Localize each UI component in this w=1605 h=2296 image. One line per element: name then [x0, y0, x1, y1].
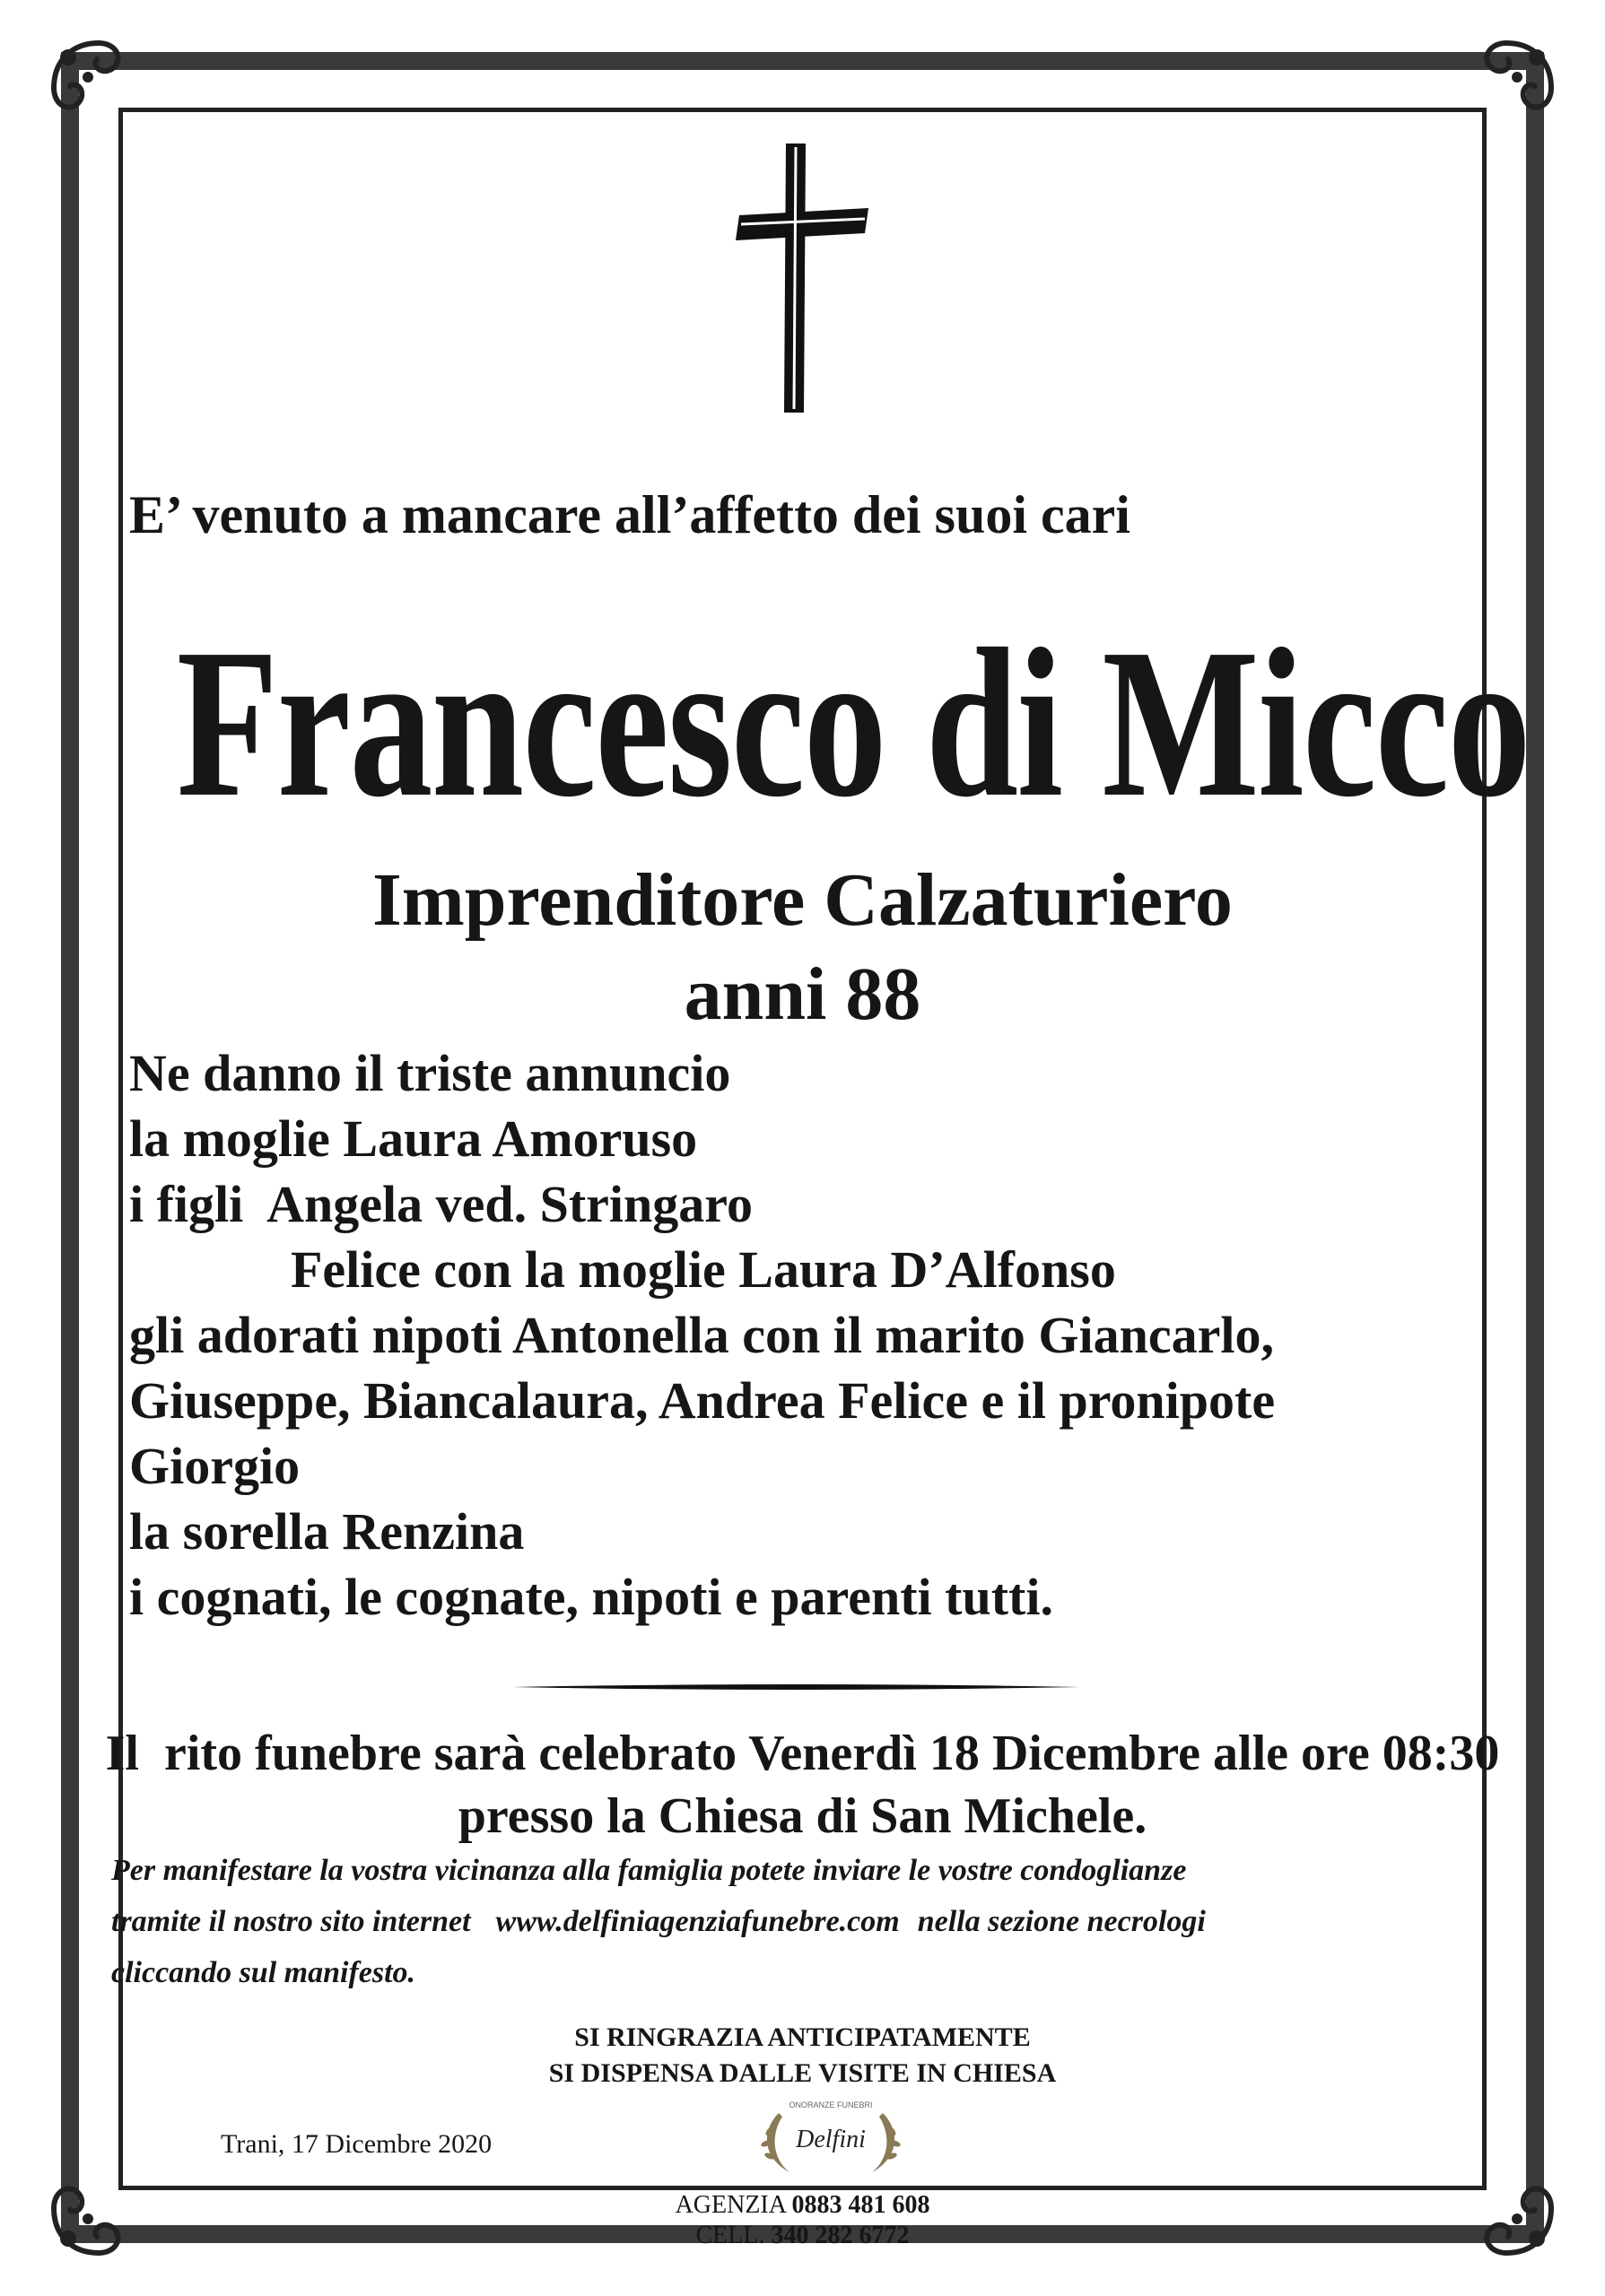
family-line: i figli Angela ved. Stringaro [129, 1175, 753, 1233]
condolences-line: cliccando sul manifesto. [111, 1956, 416, 1989]
agency-phone[interactable]: 0883 481 608 [791, 2191, 930, 2219]
website-link[interactable]: www.delfiniagenziafunebre.com [495, 1905, 900, 1938]
family-line: Felice con la moglie Laura D’Alfonso [291, 1240, 1116, 1299]
logo-top-text: ONORANZE FUNEBRI [789, 2100, 873, 2109]
agency-logo [743, 2095, 919, 2181]
thanks-line: SI DISPENSA DALLE VISITE IN CHIESA [548, 2058, 1057, 2088]
profession-text: Imprenditore Calzaturiero [372, 858, 1233, 942]
divider [513, 1683, 1080, 1692]
funeral-rite-info [0, 1722, 1605, 1848]
family-line: Giuseppe, Biancalaura, Andrea Felice e il pronipote [129, 1371, 1276, 1430]
family-line: la moglie Laura Amoruso [129, 1109, 698, 1168]
condolences-prefix: tramite il nostro sito internet [111, 1905, 471, 1938]
cross-icon [734, 144, 868, 413]
age-text: anni 88 [684, 952, 921, 1036]
condolences-line: Per manifestare la vostra vicinanza alla famiglia potete inviare le vostre condoglianze [111, 1854, 1187, 1887]
intro-text: E’ venuto a mancare all’affetto dei suoi cari [129, 485, 1130, 544]
dateline: Trani, 17 Dicembre 2020 [221, 2129, 493, 2159]
family-line: Ne danno il triste annuncio [129, 1044, 731, 1102]
agency-cell[interactable]: 340 282 6772 [771, 2222, 910, 2249]
deceased-name: Francesco di Micco [176, 605, 1530, 841]
family-line: i cognati, le cognate, nipoti e parenti tutti. [129, 1568, 1053, 1626]
thanks-notice [0, 2020, 1605, 2092]
condolences-note [111, 1845, 1206, 1998]
family-announcement [129, 1040, 1275, 1630]
family-line: la sorella Renzina [129, 1502, 525, 1561]
agency-phone-label: AGENZIA [675, 2191, 786, 2219]
condolences-suffix: nella sezione necrologi [917, 1905, 1206, 1938]
family-line: Giorgio [129, 1437, 301, 1495]
rite-line: Il rito funebre sarà celebrato Venerdì 18 Dicembre alle ore 08:30 [105, 1726, 1500, 1781]
condolences-line [111, 1896, 1206, 1947]
agency-cell-line [0, 2221, 1605, 2251]
agency-cell-label: CELL. [695, 2222, 765, 2249]
agency-phone-line [0, 2190, 1605, 2221]
rite-line: presso la Chiesa di San Michele. [458, 1788, 1147, 1844]
agency-contacts [0, 2190, 1605, 2251]
corner-ornament-icon [1463, 25, 1569, 131]
logo-name: Delfini [796, 2126, 866, 2153]
thanks-line: SI RINGRAZIA ANTICIPATAMENTE [574, 2022, 1031, 2052]
family-line: gli adorati nipoti Antonella con il marito Giancarlo, [129, 1306, 1274, 1364]
corner-ornament-icon [36, 25, 142, 131]
